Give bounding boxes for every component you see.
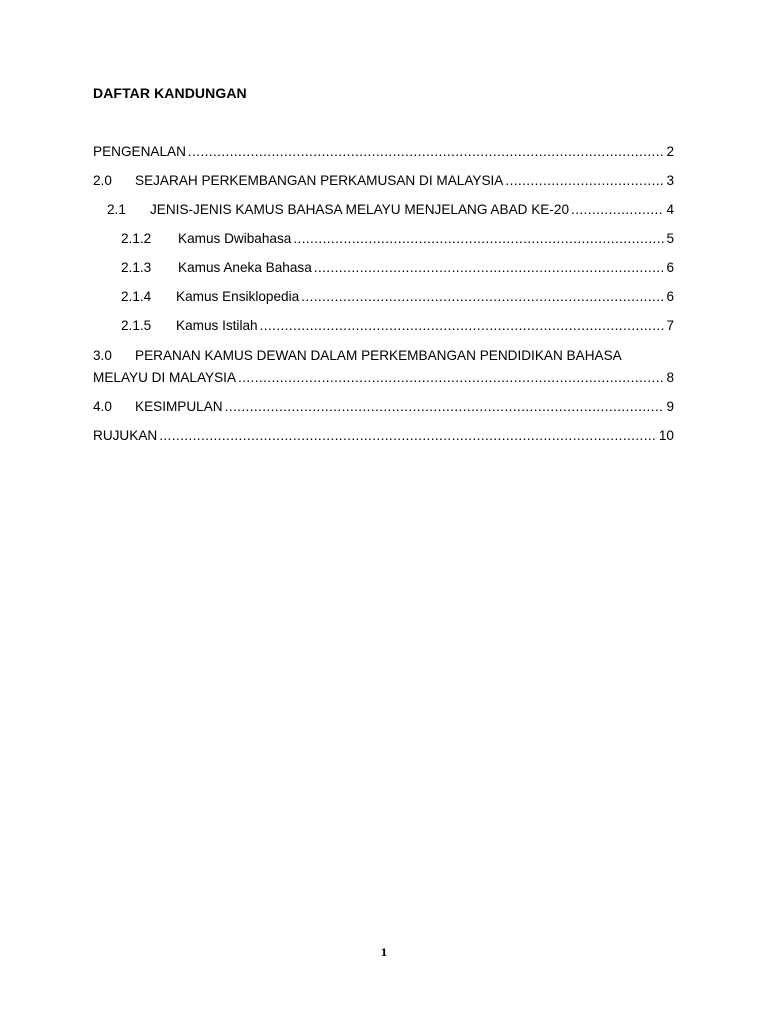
toc-entry-page: 6 <box>666 289 674 304</box>
toc-entry-number: 4.0 <box>93 399 112 414</box>
toc-entry-label: Kamus Ensiklopedia <box>176 289 300 304</box>
toc-leader-dots <box>225 398 665 416</box>
toc-entry-page: 8 <box>666 370 674 385</box>
toc-entry-page: 9 <box>666 399 674 414</box>
toc-entry-page: 10 <box>658 428 674 443</box>
page-title: DAFTAR KANDUNGAN <box>93 85 247 101</box>
page-number: 1 <box>380 948 388 959</box>
toc-entry-page: 3 <box>666 173 674 188</box>
toc-entry-3-0-line2[interactable] <box>93 369 674 387</box>
toc-leader-dots <box>188 143 665 161</box>
toc-entry-page: 7 <box>666 318 674 333</box>
toc-entry-label: PENGENALAN <box>93 144 186 159</box>
toc-entry-number: 2.1 <box>107 202 126 217</box>
toc-leader-dots <box>571 201 664 219</box>
toc-leader-dots <box>314 259 665 277</box>
toc-leader-dots <box>293 230 664 248</box>
toc-entry-number: 2.1.3 <box>121 260 152 275</box>
toc-entry-pengenalan[interactable] <box>93 143 674 161</box>
toc-entry-number: 2.1.5 <box>121 318 152 333</box>
toc-leader-dots <box>238 369 664 387</box>
toc-entry-page: 2 <box>666 144 674 159</box>
toc-entry-2-1-5[interactable] <box>121 317 674 335</box>
toc-entry-page: 5 <box>666 231 674 246</box>
toc-entry-2-0[interactable] <box>93 172 674 190</box>
toc-entry-label: MELAYU DI MALAYSIA <box>93 370 237 385</box>
toc-entry-page: 6 <box>666 260 674 275</box>
toc-entry-number: 2.0 <box>93 173 112 188</box>
toc-entry-label: JENIS-JENIS KAMUS BAHASA MELAYU MENJELANG ABAD KE-20 <box>150 202 570 217</box>
toc-entry-rujukan[interactable] <box>93 427 674 445</box>
toc-leader-dots <box>301 288 664 306</box>
toc-entry-label: SEJARAH PERKEMBANGAN PERKAMUSAN DI MALAYSIA <box>135 173 504 188</box>
toc-leader-dots <box>159 427 657 445</box>
toc-entry-label: RUJUKAN <box>93 428 158 443</box>
toc-leader-dots <box>505 172 664 190</box>
toc-entry-label: KESIMPULAN <box>135 399 223 414</box>
toc-entry-label: Kamus Dwibahasa <box>178 231 292 246</box>
toc-entry-2-1-4[interactable] <box>121 288 674 306</box>
toc-leader-dots <box>260 317 665 335</box>
toc-entry-3-0-line1[interactable] <box>93 347 622 365</box>
toc-entry-4-0[interactable] <box>93 398 674 416</box>
toc-entry-label: Kamus Aneka Bahasa <box>178 260 312 275</box>
toc-entry-label: Kamus Istilah <box>176 318 258 333</box>
toc-entry-2-1[interactable] <box>107 201 674 219</box>
toc-entry-page: 4 <box>666 202 674 217</box>
toc-entry-number: 2.1.4 <box>121 289 152 304</box>
toc-entry-number: 3.0 <box>93 348 112 363</box>
toc-entry-2-1-2[interactable] <box>121 230 674 248</box>
toc-entry-number: 2.1.2 <box>121 231 152 246</box>
toc-entry-2-1-3[interactable] <box>121 259 674 277</box>
toc-entry-label: PERANAN KAMUS DEWAN DALAM PERKEMBANGAN PENDIDIKAN BAHASA <box>135 348 622 363</box>
